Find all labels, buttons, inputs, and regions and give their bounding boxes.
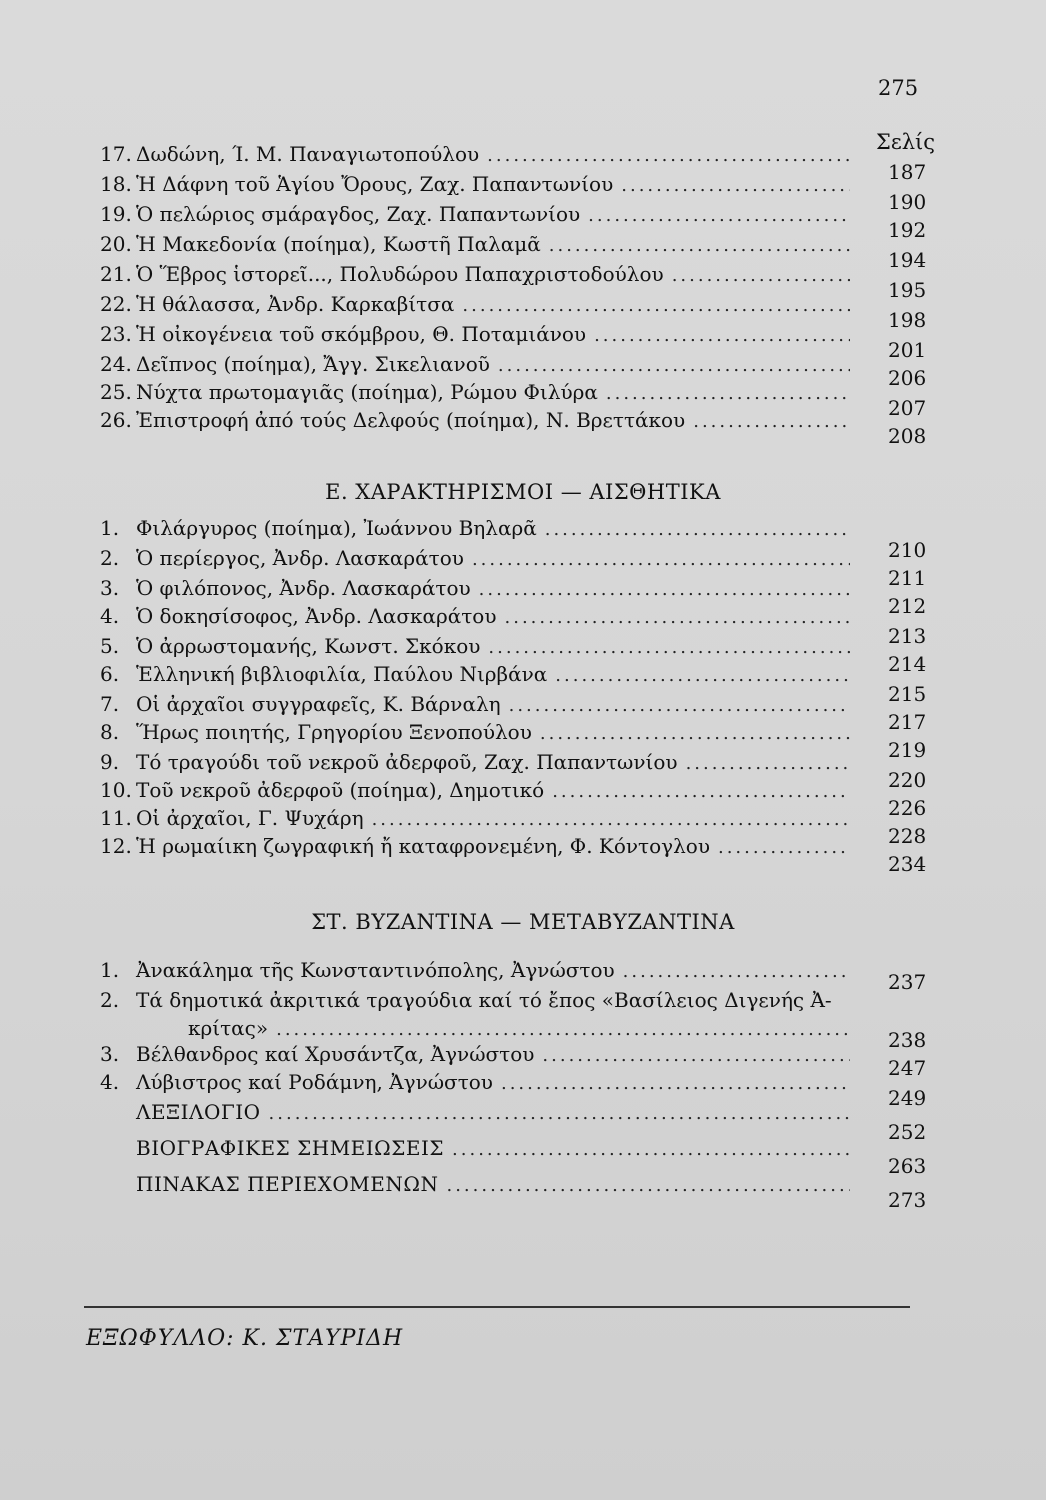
toc-page-number: 214: [888, 652, 927, 676]
toc-entry: 25. Νύχτα πρωτομαγιᾶς (ποίημα), Ρώμου Φιλύρα .....: [100, 380, 850, 408]
toc-page-number: 217: [888, 710, 927, 734]
toc-entry: 6. Ἑλληνική βιβλιοφιλία, Παύλου Νιρβάνα .....: [100, 662, 850, 690]
pages-column-header: Σελίς: [876, 130, 936, 154]
toc-entry: 17. Δωδώνη, Ί. Μ. Παναγιωτοπούλου .....: [100, 142, 850, 170]
toc-page-number: 213: [888, 624, 927, 648]
page-number: 275: [878, 76, 919, 100]
toc-entry: ΛΕΞΙΛΟΓΙΟ .....: [100, 1100, 850, 1128]
toc-entry: 1. Ἀνακάλημα τῆς Κωνσταντινόπολης, Ἀγνώστου .....: [100, 958, 850, 986]
toc-entry-continuation: κρίτας» .....: [100, 1016, 850, 1044]
toc-entry: 1. Φιλάργυρος (ποίημα), Ἰωάννου Βηλαρᾶ .....: [100, 516, 850, 544]
toc-entry: 26. Ἐπιστροφή ἀπό τούς Δελφούς (ποίημα), Ν. Βρεττάκου .....: [100, 408, 850, 436]
toc-entry: 8. Ἥρως ποιητής, Γρηγορίου Ξενοπούλου .....: [100, 720, 850, 748]
toc-entry: 21. Ὁ Ἕβρος ἱστορεῖ..., Πολυδώρου Παπαχριστοδούλου .....: [100, 262, 850, 290]
toc-page-number: 247: [888, 1056, 927, 1080]
cover-credit: ΕΞΩΦΥΛΛΟ: Κ. ΣΤΑΥΡΙΔΗ: [86, 1326, 404, 1351]
toc-entry: 19. Ὁ πελώριος σμάραγδος, Ζαχ. Παπαντωνίου .....: [100, 202, 850, 230]
toc-entry: 24. Δεῖπνος (ποίημα), Ἄγγ. Σικελιανοῦ .....: [100, 352, 850, 380]
toc-entry: 12. Ἡ ρωμαίικη ζωγραφική ἤ καταφρονεμένη, Φ. Κόντογλου .....: [100, 834, 850, 862]
toc-page-number: 187: [888, 160, 927, 184]
toc-entry: 23. Ἡ οἰκογένεια τοῦ σκόμβρου, Θ. Ποταμιάνου .....: [100, 322, 850, 350]
toc-page-number: 206: [888, 366, 927, 390]
toc-entry: ΠΙΝΑΚΑΣ ΠΕΡΙΕΧΟΜΕΝΩΝ .....: [100, 1172, 850, 1200]
toc-entry: 20. Ἡ Μακεδονία (ποίημα), Κωστῆ Παλαμᾶ .....: [100, 232, 850, 260]
toc-page-number: 273: [888, 1188, 927, 1212]
toc-entry: 2. Ὁ περίεργος, Ἀνδρ. Λασκαράτου .....: [100, 546, 850, 574]
section-heading: Ε. ΧΑΡΑΚΤΗΡΙΣΜΟΙ — ΑΙΣΘΗΤΙΚΑ: [325, 480, 721, 504]
toc-page-number: 207: [888, 396, 927, 420]
toc-entry: 10. Τοῦ νεκροῦ ἀδερφοῦ (ποίημα), Δημοτικό .....: [100, 778, 850, 806]
toc-entry: 3. Βέλθανδρος καί Χρυσάντζα, Ἀγνώστου .....: [100, 1042, 850, 1070]
toc-page-number: 228: [888, 824, 927, 848]
toc-page-number: 211: [888, 566, 927, 590]
toc-entry: 7. Οἱ ἀρχαῖοι συγγραφεῖς, Κ. Βάρναλη .....: [100, 692, 850, 720]
toc-page-number: 263: [888, 1154, 927, 1178]
toc-page-number: 238: [888, 1028, 927, 1052]
toc-page-number: 220: [888, 768, 927, 792]
toc-entry: 9. Τό τραγούδι τοῦ νεκροῦ ἀδερφοῦ, Ζαχ. Παπαντωνίου .....: [100, 750, 850, 778]
toc-entry: 11. Οἱ ἀρχαῖοι, Γ. Ψυχάρη .....: [100, 806, 850, 834]
toc-entry: 4. Λύβιστρος καί Ροδάμνη, Ἀγνώστου .....: [100, 1070, 850, 1098]
toc-page-number: 190: [888, 190, 927, 214]
toc-page-number: 237: [888, 970, 927, 994]
toc-entry: 18. Ἡ Δάφνη τοῦ Ἁγίου Ὄρους, Ζαχ. Παπαντωνίου .....: [100, 172, 850, 200]
toc-page-number: 226: [888, 796, 927, 820]
toc-entry: 4. Ὁ δοκησίσοφος, Ἀνδρ. Λασκαράτου .....: [100, 604, 850, 632]
toc-page-number: 192: [888, 218, 927, 242]
toc-entry: 5. Ὁ ἀρρωστομανής, Κωνστ. Σκόκου .....: [100, 634, 850, 662]
toc-entry: 2. Τά δημοτικά ἀκριτικά τραγούδια καί τό ἔπος «Βασίλειος Διγενής Ἀ-: [100, 988, 832, 1012]
toc-page-number: 219: [888, 738, 927, 762]
toc-page-number: 234: [888, 852, 927, 876]
toc-page-number: 195: [888, 278, 927, 302]
toc-entry: 3. Ὁ φιλόπονος, Ἀνδρ. Λασκαράτου .....: [100, 576, 850, 604]
toc-entry: ΒΙΟΓΡΑΦΙΚΕΣ ΣΗΜΕΙΩΣΕΙΣ .....: [100, 1136, 850, 1164]
toc-page-number: 208: [888, 424, 927, 448]
toc-page-number: 194: [888, 248, 927, 272]
footer-divider: [84, 1306, 910, 1308]
toc-page-number: 252: [888, 1120, 927, 1144]
toc-page-number: 198: [888, 308, 927, 332]
toc-page-number: 249: [888, 1086, 927, 1110]
section-heading: ΣΤ. ΒΥΖΑΝΤΙΝΑ — ΜΕΤΑΒΥΖΑΝΤΙΝΑ: [311, 910, 735, 934]
toc-page-number: 212: [888, 594, 927, 618]
toc-entry: 22. Ἡ θάλασσα, Ἀνδρ. Καρκαβίτσα .....: [100, 292, 850, 320]
toc-page-number: 210: [888, 538, 927, 562]
toc-page-number: 201: [888, 338, 927, 362]
toc-page-number: 215: [888, 682, 927, 706]
